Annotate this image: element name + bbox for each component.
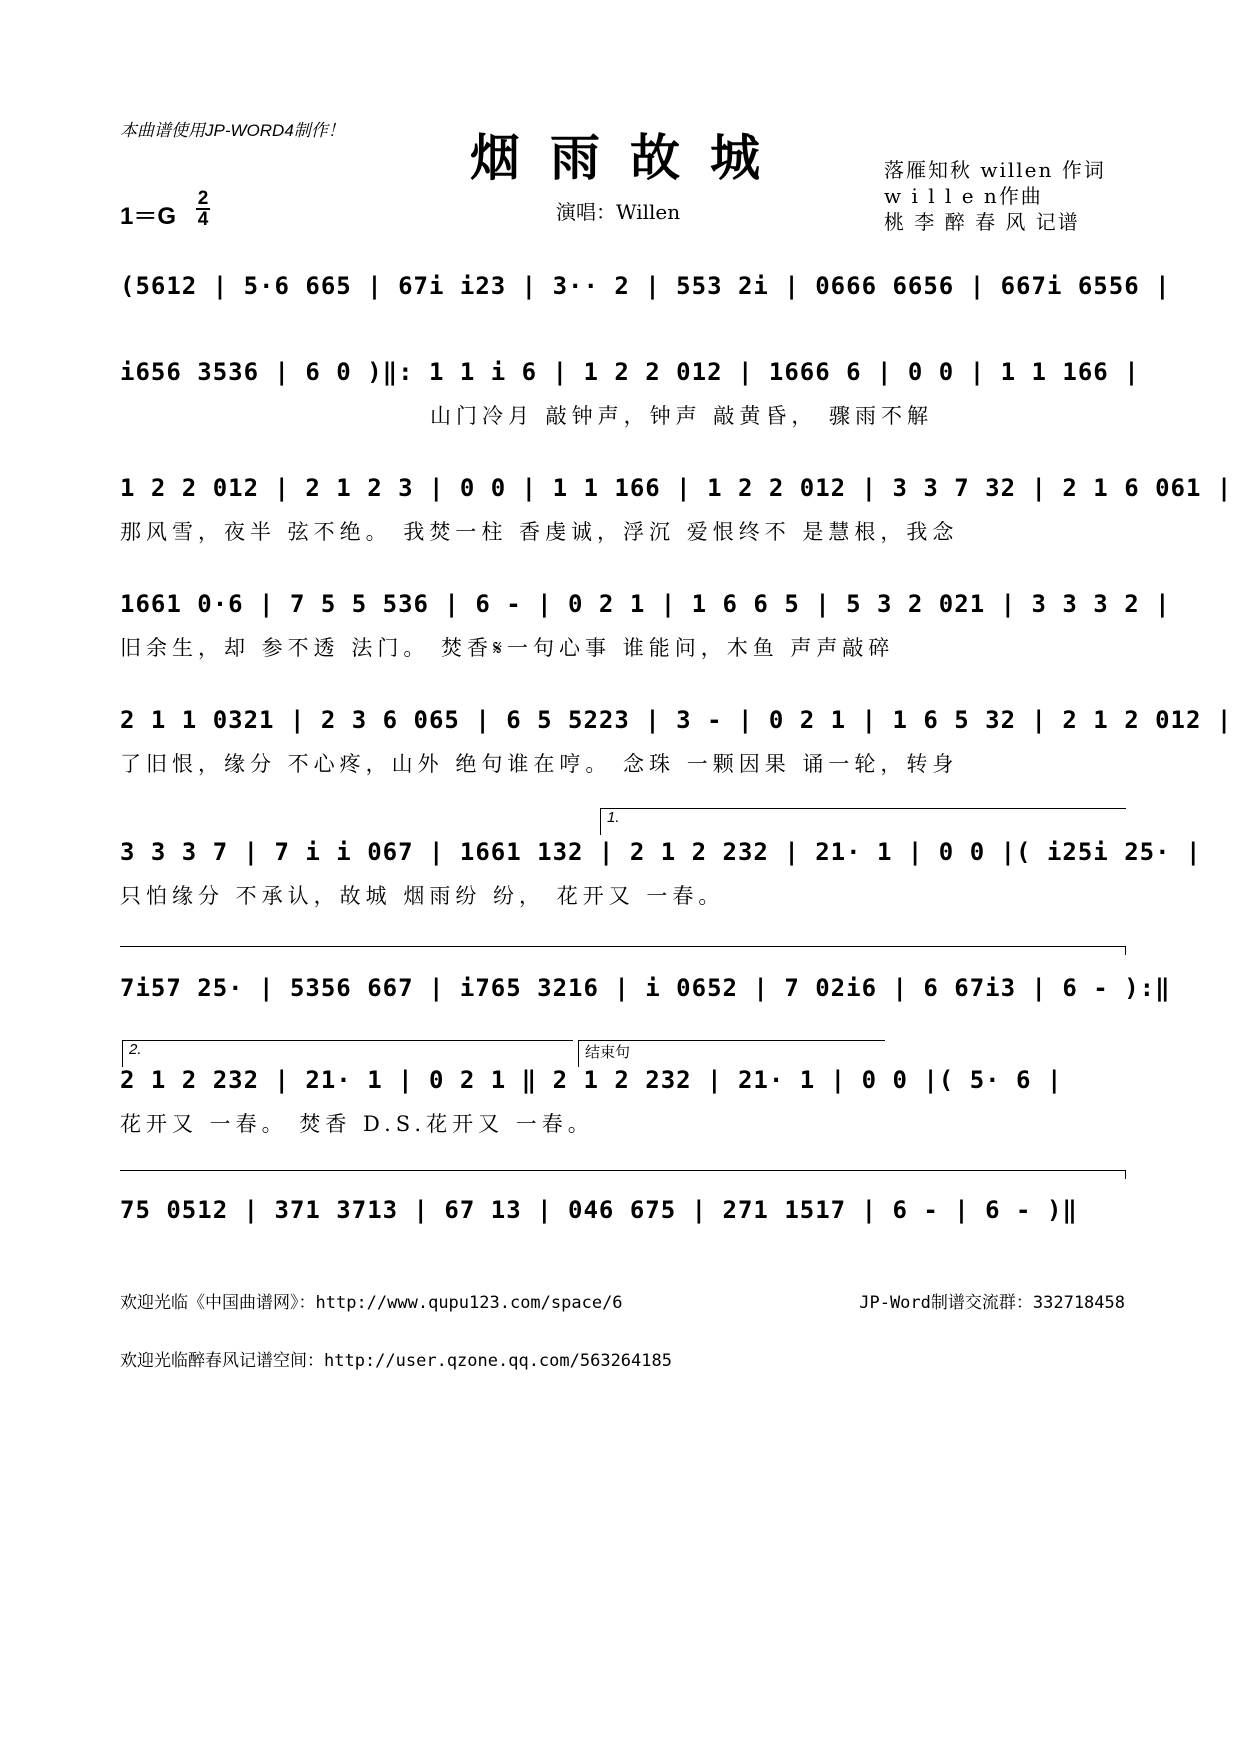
first-ending-bracket (600, 808, 1126, 835)
time-signature-top: 2 (197, 188, 209, 209)
transcriber-credit: 桃 李 醉 春 风 记谱 (884, 210, 1080, 234)
notation-line-1: (5612 | 5·6 665 | 67i i23 | 3·· 2 | 553 2i | 0666 6656 | 667i 6556 | (120, 272, 1171, 300)
notation-line-7: 7i57 25· | 5356 667 | i765 3216 | i 0652 | 7 02i6 | 6 67i3 | 6 - ):‖ (120, 974, 1171, 1002)
notation-line-3: 1 2 2 012 | 2 1 2 3 | 0 0 | 1 1 166 | 1 2 2 012 | 3 3 7 32 | 2 1 6 061 | (120, 474, 1233, 502)
notation-line-5: 2 1 1 0321 | 2 3 6 065 | 6 5 5223 | 3 - | 0 2 1 | 1 6 5 32 | 2 1 2 012 | (120, 706, 1233, 734)
second-ending-label: 2. (129, 1041, 142, 1058)
ending-phrase-bracket (578, 1040, 885, 1067)
notation-line-4: 1661 0·6 | 7 5 5 536 | 6 - | 0 2 1 | 1 6 6 5 | 5 3 2 021 | 3 3 3 2 | (120, 590, 1171, 618)
lyrics-line-5: 了旧恨，缘分 不心疼，山外 绝句谁在哼。 念珠 一颗因果 诵一轮，转身 (120, 752, 959, 776)
time-signature (196, 190, 210, 228)
lyrics-line-8: 花开又 一春。 焚香 D.S.花开又 一春。 (120, 1112, 594, 1136)
footer-qq-group: JP-Word制谱交流群：332718458 (859, 1293, 1125, 1313)
composer-credit: w i l l e n作曲 (884, 184, 1043, 208)
continuation-bracket (120, 946, 1126, 955)
singer-credit: 演唱：Willen (556, 200, 681, 224)
lyrics-line-4: 旧余生，却 参不透 法门。 焚香𝄋一句心事 谁能问，木鱼 声声敲碎 (120, 636, 895, 660)
notation-line-2: i656 3536 | 6 0 )‖: 1 1 i 6 | 1 2 2 012 | 1666 6 | 0 0 | 1 1 166 | (120, 358, 1140, 386)
first-ending-label: 1. (607, 809, 620, 826)
lyrics-line-2: 山门冷月 敲钟声，钟声 敲黄昏， 骤雨不解 (430, 404, 934, 428)
second-ending-bracket (122, 1040, 573, 1067)
continuation-bracket-2 (120, 1170, 1126, 1179)
lyrics-line-6: 只怕缘分 不承认，故城 烟雨纷 纷， 花开又 一春。 (120, 884, 725, 908)
ending-phrase-label: 结束句 (585, 1044, 631, 1061)
lyricist-credit: 落雁知秋 willen 作词 (884, 158, 1106, 182)
footer-website-link[interactable]: 欢迎光临《中国曲谱网》：http://www.qupu123.com/space/6 (120, 1293, 623, 1313)
time-signature-bottom: 4 (197, 209, 209, 230)
notation-line-8: 2 1 2 232 | 21· 1 | 0 2 1 ‖ 2 1 2 232 | 21· 1 | 0 0 |( 5· 6 | (120, 1066, 1063, 1094)
key-signature: 1＝G (120, 203, 177, 230)
page-title: 烟雨故城 (470, 128, 790, 187)
notation-line-6: 3 3 3 7 | 7 i i 067 | 1661 132 | 2 1 2 232 | 21· 1 | 0 0 |( i25i 25· | (120, 838, 1202, 866)
lyrics-line-3: 那风雪，夜半 弦不绝。 我焚一柱 香虔诚，浮沉 爱恨终不 是慧根，我念 (120, 520, 959, 544)
footer-qzone-link[interactable]: 欢迎光临醉春风记谱空间：http://user.qzone.qq.com/563264185 (120, 1351, 672, 1371)
notation-line-9: 75 0512 | 371 3713 | 67 13 | 046 675 | 271 1517 | 6 - | 6 - )‖ (120, 1196, 1078, 1224)
software-credit: 本曲谱使用JP-WORD4制作！ (120, 121, 345, 140)
